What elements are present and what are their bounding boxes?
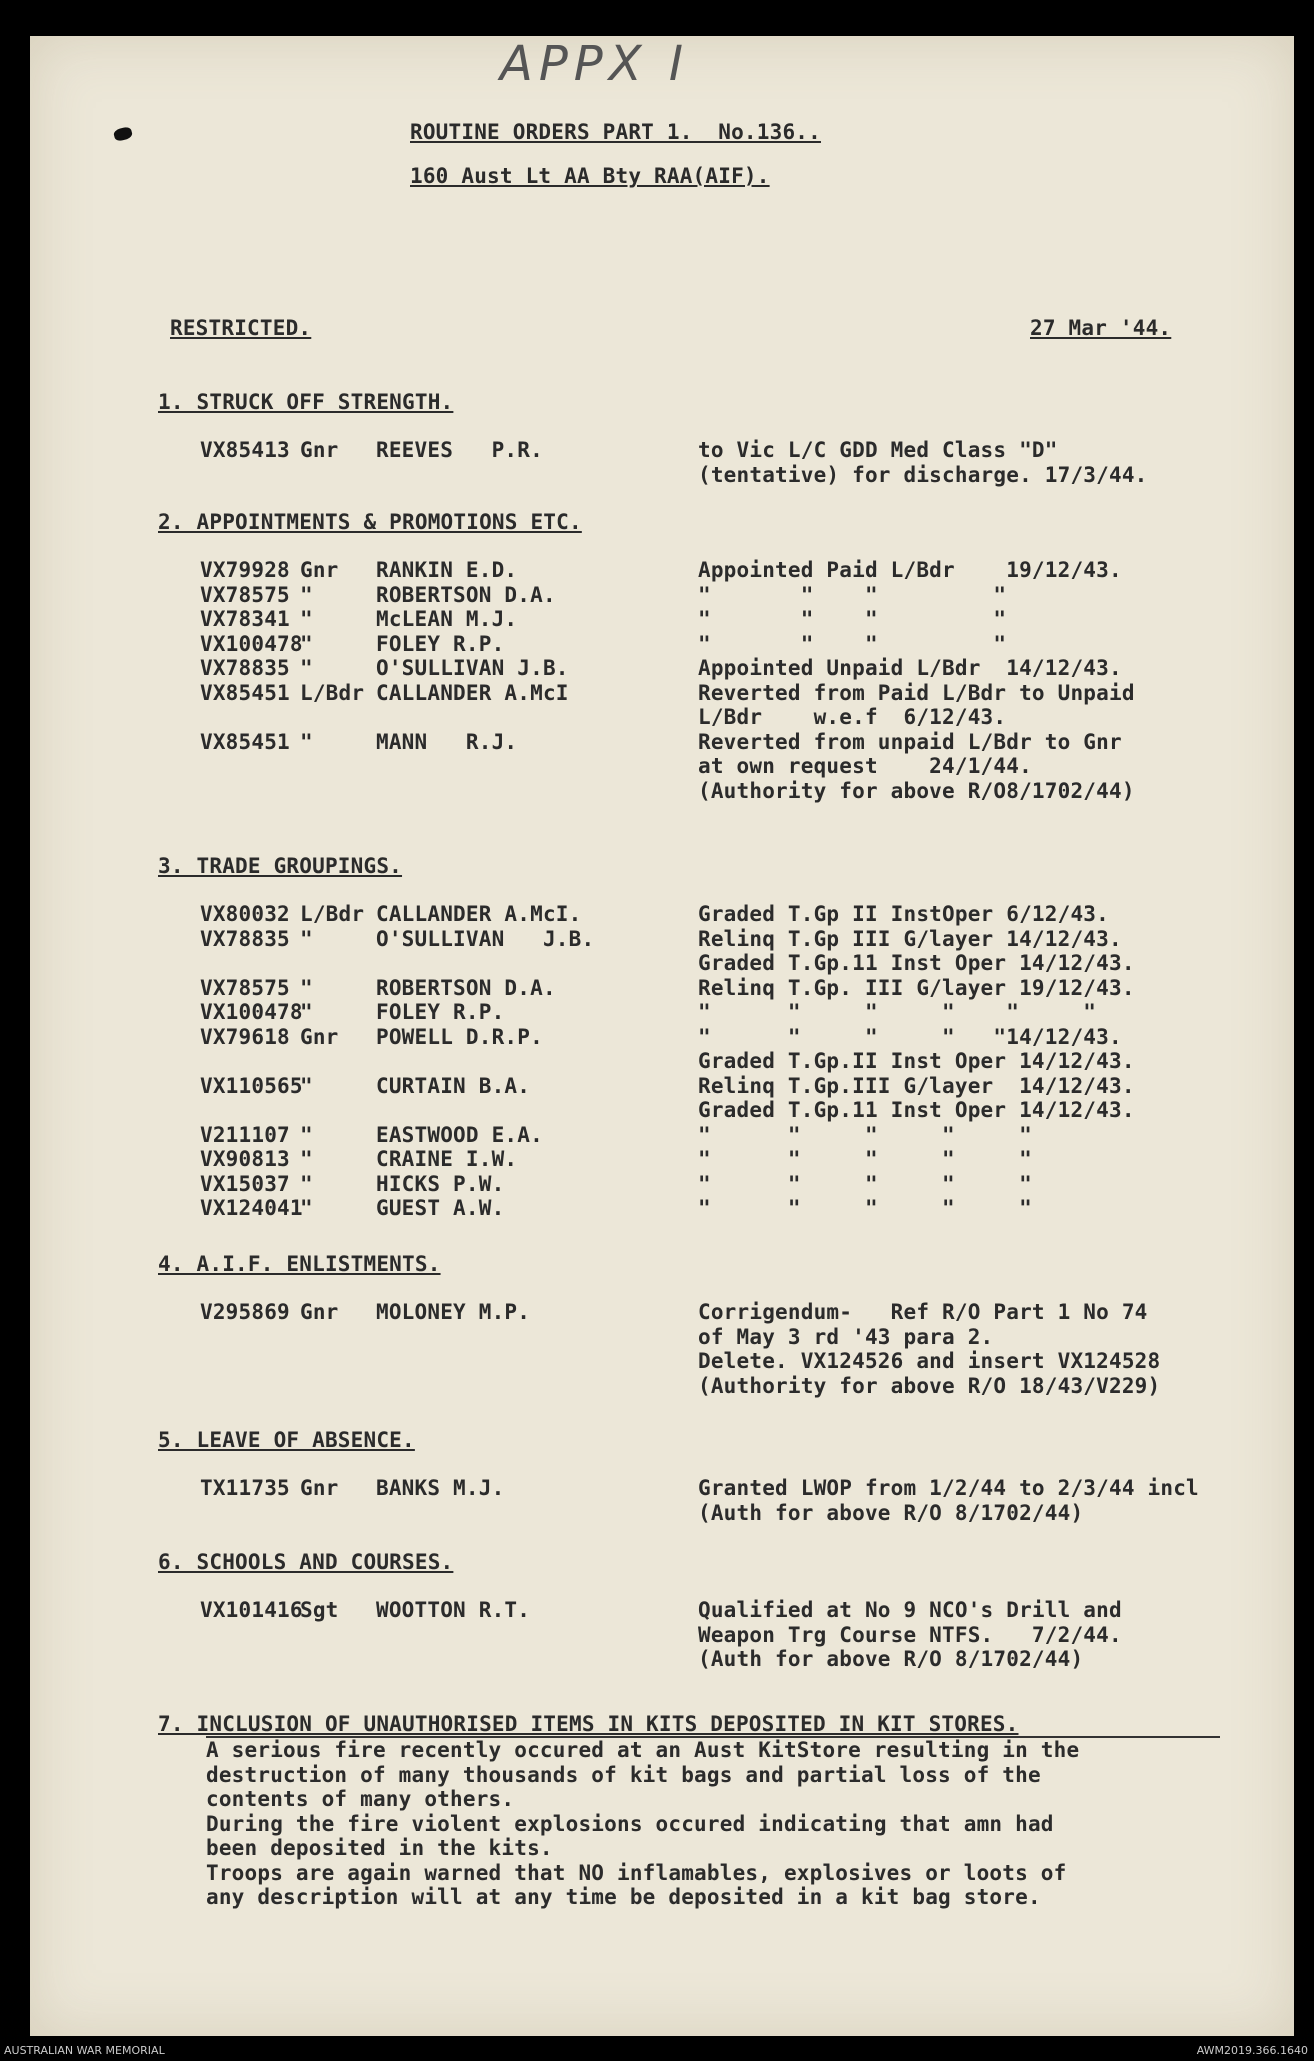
row-details: Relinq T.Gp. III G/layer 19/12/43. [698,975,1135,1000]
row-rank: " [300,1147,313,1171]
row-service-no: TX11735 [200,1476,290,1500]
row-service-no: V295869 [200,1300,290,1324]
row-rank: " [300,582,313,607]
row-details: at own request 24/1/44. [698,754,1032,778]
row-service-no: VX79928 [200,558,290,582]
row-service-no: VX80032 [200,902,290,926]
paragraph-line: any description will at any time be deposited in a kit bag store. [206,1885,1041,1909]
document-date: 27 Mar '44. [1030,316,1172,340]
row-details: Granted LWOP from 1/2/44 to 2/3/44 incl [698,1476,1199,1500]
row-name: CRAINE I.W. [376,1147,518,1171]
row-service-no: VX100478 [200,1000,303,1024]
row-service-no: VX90813 [200,1147,290,1171]
row-details: " " " " [698,607,1007,631]
row-details: (Authority for above R/O 18/43/V229) [698,1373,1161,1398]
row-rank: L/Bdr [300,902,365,926]
punch-hole [113,126,133,142]
row-service-no: VX85413 [200,438,290,462]
classification-label: RESTRICTED. [170,316,312,340]
row-service-no: VX78341 [200,607,290,631]
row-details: " " " " [698,631,1007,656]
row-details: Graded T.Gp.11 Inst Oper 14/12/43. [698,951,1135,975]
row-details: (Auth for above R/O 8/1702/44) [698,1500,1084,1525]
row-details: " " " " "14/12/43. [698,1024,1122,1049]
footer-right: AWM2019.366.1640 [1196,2044,1308,2057]
row-rank: " [300,656,313,680]
row-rank: L/Bdr [300,680,365,705]
row-rank: Gnr [300,1024,339,1049]
row-name: FOLEY R.P. [376,1000,505,1024]
row-details: Graded T.Gp.II Inst Oper 14/12/43. [698,1049,1135,1073]
row-service-no: VX15037 [200,1171,290,1196]
unit-name: 160 Aust Lt AA Bty RAA(AIF). [410,164,770,188]
document-title: ROUTINE ORDERS PART 1. No.136.. [410,120,821,144]
row-details: Qualified at No 9 NCO's Drill and [698,1598,1122,1622]
row-name: CALLANDER A.McI. [376,902,582,926]
row-details: Appointed Paid L/Bdr 19/12/43. [698,558,1122,582]
section-heading-s6: 6. SCHOOLS AND COURSES. [158,1550,454,1574]
row-name: GUEST A.W. [376,1196,505,1220]
handwritten-annotation: APPX I [500,36,690,92]
row-rank: " [300,975,313,1000]
paragraph-line: A serious fire recently occured at an Aust KitStore resulting in the [206,1738,1080,1762]
row-details: Reverted from unpaid L/Bdr to Gnr [698,729,1122,754]
row-rank: Gnr [300,1476,339,1500]
paragraph-line: been deposited in the kits. [206,1836,553,1860]
row-service-no: VX110565 [200,1073,303,1098]
row-rank: " [300,1073,313,1098]
row-details: Delete. VX124526 and insert VX124528 [698,1349,1161,1373]
section-heading-s1: 1. STRUCK OFF STRENGTH. [158,390,454,414]
row-details: " " " " [698,582,1007,607]
row-details: of May 3 rd '43 para 2. [698,1324,994,1349]
row-details: Graded T.Gp II InstOper 6/12/43. [698,902,1109,926]
paragraph-line: contents of many others. [206,1787,515,1811]
row-rank: " [300,1000,313,1024]
row-details: " " " " " [698,1196,1032,1220]
row-name: HICKS P.W. [376,1171,505,1196]
row-rank: Gnr [300,558,339,582]
row-service-no: VX79618 [200,1024,290,1049]
section-heading-s2: 2. APPOINTMENTS & PROMOTIONS ETC. [158,510,582,534]
row-details: (Auth for above R/O 8/1702/44) [698,1647,1084,1671]
row-service-no: VX124041 [200,1196,303,1220]
row-rank: " [300,631,313,656]
row-service-no: V211107 [200,1122,290,1147]
row-name: ROBERTSON D.A. [376,582,556,607]
row-name: WOOTTON R.T. [376,1598,531,1622]
row-details: Appointed Unpaid L/Bdr 14/12/43. [698,656,1122,680]
row-service-no: VX78575 [200,582,290,607]
row-details: Relinq T.Gp.III G/layer 14/12/43. [698,1073,1135,1098]
row-name: MOLONEY M.P. [376,1300,531,1324]
heading-underline [206,1736,1220,1738]
row-details: " " " " " [698,1147,1032,1171]
row-name: McLEAN M.J. [376,607,518,631]
section-heading-s4: 4. A.I.F. ENLISTMENTS. [158,1252,441,1276]
row-service-no: VX85451 [200,729,290,754]
row-details: L/Bdr w.e.f 6/12/43. [698,705,1007,729]
row-details: " " " " " [698,1171,1032,1196]
row-details: Reverted from Paid L/Bdr to Unpaid [698,680,1135,705]
row-service-no: VX78835 [200,656,290,680]
row-details: Graded T.Gp.11 Inst Oper 14/12/43. [698,1098,1135,1122]
section-heading-s3: 3. TRADE GROUPINGS. [158,854,403,878]
row-name: ROBERTSON D.A. [376,975,556,1000]
row-name: CURTAIN B.A. [376,1073,531,1098]
row-name: CALLANDER A.McI [376,680,569,705]
row-rank: Gnr [300,438,339,462]
row-rank: " [300,607,313,631]
row-rank: " [300,729,313,754]
row-rank: " [300,1171,313,1196]
row-details: to Vic L/C GDD Med Class "D" [698,438,1058,462]
row-rank: " [300,926,313,951]
paragraph-line: Troops are again warned that NO inflamables, explosives or loots of [206,1860,1067,1885]
row-rank: " [300,1122,313,1147]
row-name: EASTWOOD E.A. [376,1122,543,1147]
row-service-no: VX78575 [200,975,290,1000]
section-heading-s7: 7. INCLUSION OF UNAUTHORISED ITEMS IN KITS DEPOSITED IN KIT STORES. [158,1712,1019,1736]
row-rank: " [300,1196,313,1220]
row-name: RANKIN E.D. [376,558,518,582]
row-name: REEVES P.R. [376,438,543,462]
paragraph-line: During the fire violent explosions occured indicating that amn had [206,1811,1054,1836]
row-name: MANN R.J. [376,729,518,754]
row-name: O'SULLIVAN J.B. [376,656,569,680]
row-name: FOLEY R.P. [376,631,505,656]
row-service-no: VX85451 [200,680,290,705]
row-details: " " " " " [698,1122,1032,1147]
document-page [30,36,1294,2036]
paragraph-line: destruction of many thousands of kit bags and partial loss of the [206,1762,1041,1787]
footer-left: AUSTRALIAN WAR MEMORIAL [4,2044,165,2057]
row-name: BANKS M.J. [376,1476,505,1500]
row-details: Relinq T.Gp III G/layer 14/12/43. [698,926,1122,951]
row-rank: Sgt [300,1598,339,1622]
row-name: O'SULLIVAN J.B. [376,926,595,951]
row-details: Weapon Trg Course NTFS. 7/2/44. [698,1622,1122,1647]
row-rank: Gnr [300,1300,339,1324]
row-service-no: VX100478 [200,631,303,656]
row-details: " " " " " " [698,1000,1097,1024]
row-name: POWELL D.R.P. [376,1024,543,1049]
row-details: Corrigendum- Ref R/O Part 1 No 74 [698,1300,1148,1324]
row-service-no: VX78835 [200,926,290,951]
row-details: (Authority for above R/O8/1702/44) [698,778,1135,803]
section-heading-s5: 5. LEAVE OF ABSENCE. [158,1428,415,1452]
row-service-no: VX101416 [200,1598,303,1622]
row-details: (tentative) for discharge. 17/3/44. [698,462,1148,487]
